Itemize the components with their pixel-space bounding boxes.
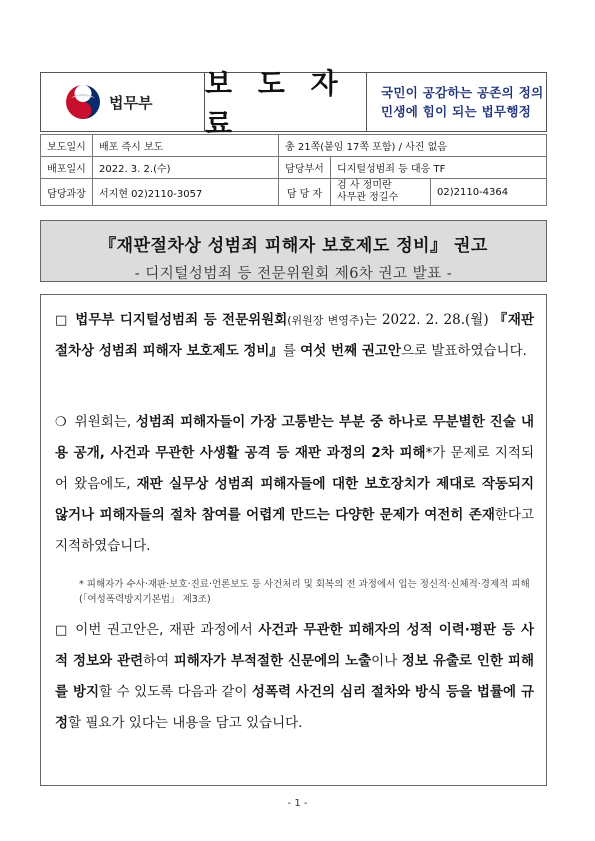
p3-exposure: 피해자가 부적절한 신문에의 노출 [173, 653, 372, 669]
logo-text: 법무부 [109, 93, 153, 112]
p1-chair: (위원장 변영주) [287, 314, 364, 327]
p2-intro: 위원회는, [74, 414, 136, 430]
slogan-line-2: 민생에 힘이 되는 법무행정 [381, 104, 532, 119]
paragraph-2 [55, 407, 534, 562]
value-page-count: 총 21쪽(붙임 17쪽 포함) / 사진 없음 [279, 135, 547, 157]
label-department: 담당부서 [279, 157, 331, 179]
label-release-time: 보도일시 [41, 135, 93, 157]
label-contact-person: 담 당 자 [279, 179, 331, 206]
ministry-logo [41, 73, 205, 131]
paragraph-1 [55, 305, 534, 367]
info-row-contact [41, 179, 547, 206]
headline-title: 『재판절차상 성범죄 피해자 보호제도 정비』 권고 [99, 236, 488, 256]
p3-legislate: 성폭력 사건의 심리 절차와 방식 등을 법률에 규정 [55, 684, 534, 731]
info-row-distribution-date [41, 157, 547, 179]
headline-box [40, 220, 547, 282]
p2-mid: 가 문제로 지적되어 왔음에도, [55, 445, 534, 492]
p1-committee: 법무부 디지털성범죄 등 전문위원회 [75, 312, 288, 328]
p3-private-info: 사건과 무관한 피해자의 성적 이력·평판 등 사적 정보와 관련 [55, 622, 534, 669]
square-bullet-icon: □ [55, 313, 68, 328]
body-box [40, 294, 547, 786]
contact-person-1: 검 사 정미란 [337, 180, 392, 191]
value-distribution-date: 2022. 3. 2.(수) [93, 157, 279, 179]
contact-person-2: 사무관 정길수 [337, 192, 399, 203]
headline-subtitle: - 디지털성범죄 등 전문위원회 제6차 권고 발표 - [134, 266, 453, 282]
p1-ending: 으로 발표하였습니다. [400, 343, 527, 359]
square-bullet-icon: □ [55, 623, 68, 638]
p3-ending: 할 필요가 있다는 내용을 담고 있습니다. [68, 715, 303, 731]
p1-sixth: 여섯 번째 권고안 [300, 343, 401, 359]
value-contact-persons [331, 179, 431, 206]
p1-date: 는 2022. 2. 28.(월) [363, 312, 489, 328]
value-department: 디지털성범죄 등 대응 TF [331, 157, 547, 179]
p2-asterisk: * [425, 445, 433, 461]
label-distribution-date: 배포일시 [41, 157, 93, 179]
value-director: 서지현 02)2110-3057 [93, 179, 279, 206]
p2-ending: 한다고 지적하였습니다. [55, 507, 534, 554]
page-number: - 1 - [287, 798, 308, 809]
value-contact-phone: 02)2110-4364 [431, 179, 547, 206]
release-info-table [40, 134, 547, 206]
paragraph-3 [55, 615, 534, 739]
header-box [40, 67, 547, 140]
label-director: 담당과장 [41, 179, 93, 206]
p3-t5: 이나 [371, 653, 402, 669]
document-title: 보 도 자 료 [205, 67, 346, 140]
p2-problem: 재판 실무상 성범죄 피해자들에 대한 보호장치가 제대로 작동되지 않거나 피해자들의 절차 참여를 어렵게 만드는 다양한 문제가 여전히 존재 [55, 476, 534, 523]
p3-prevent: 정보 유출로 인한 피해를 방지 [55, 653, 534, 700]
p3-intro: 이번 권고안은, 재판 과정에서 [75, 622, 259, 638]
p1-particle: 를 [282, 343, 301, 359]
p3-t3: 하여 [143, 653, 174, 669]
slogan [367, 73, 546, 131]
info-row-release-time [41, 135, 547, 157]
slogan-line-1: 국민이 공감하는 공존의 정의 [381, 85, 544, 100]
p1-recommendation-title: 『재판절차상 성범죄 피해자 보호제도 정비』 [55, 312, 534, 359]
taegeuk-emblem-icon [65, 84, 101, 120]
p2-secondary-damage: 성범죄 피해자들이 가장 고통받는 부분 중 하나로 무분별한 진술 내용 공개, 사건과 무관한 사생활 공격 등 재판 과정의 2차 피해 [55, 414, 535, 461]
title-cell [205, 67, 367, 140]
p3-t7: 할 수 있도록 다음과 같이 [99, 684, 252, 700]
circle-bullet-icon: ❍ [55, 415, 67, 430]
footnote: * 피해자가 수사·재판·보호·진료·언론보도 등 사건처리 및 회복의 전 과정에서 입는 정신적·신체적·경제적 피해(「여성폭력방지기본법」 제3조) [79, 579, 530, 605]
value-release-time: 배포 즉시 보도 [93, 135, 279, 157]
